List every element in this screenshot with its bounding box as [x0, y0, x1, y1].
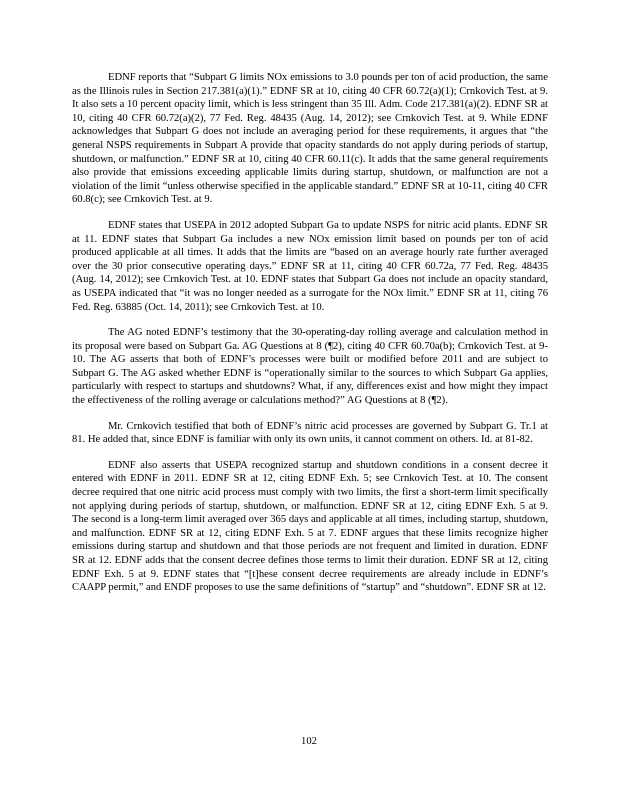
- paragraph-ag-questions: The AG noted EDNF’s testimony that the 30-operating-day rolling average and calculation method in its proposal were based on Subpart Ga. AG Questions at 8 (¶2), citing 40 CFR 60.70a(b); Crnkovich Test. at 9-10. The AG asserts that both of EDNF’s processes were built or modified before 2011 and are subject to Subpart G. The AG asked whether EDNF is “operationally similar to the sources to which Subpart Ga applies, particularly with respect to startups and shutdowns? What, if any, differences exist and how might they impact the effectiveness of the rolling average or calculations method?” AG Questions at 8 (¶2).: [72, 327, 548, 407]
- paragraph-subpart-ga-update: EDNF states that USEPA in 2012 adopted Subpart Ga to update NSPS for nitric acid plants. EDNF SR at 11. EDNF states that Subpart Ga includes a new NOx emission limit based on pounds per ton of acid produced applicable at all times. It adds that the limits are “based on an average hourly rate further averaged over the 30 prior consecutive operating days.” EDNF SR at 11, citing 40 CFR 60.72a, 77 Fed. Reg. 48435 (Aug. 14, 2012); see Crnkovich Test. at 10. EDNF states that Subpart Ga does not include an opacity standard, as USEPA indicated that “it was no longer needed as a surrogate for the NOx limit.” EDNF SR at 11, citing 76 Fed. Reg. 63885 (Oct. 14, 2011); see Crnkovich Test. at 10.: [72, 219, 548, 313]
- paragraph-consent-decree: EDNF also asserts that USEPA recognized startup and shutdown conditions in a consent decree it entered with EDNF in 2011. EDNF SR at 12, citing EDNF Exh. 5; see Crnkovich Test. at 10. The consent decree required that one nitric acid process must comply with two limits, the first a short-term limit specifically not applying during periods of startup, shutdown, or malfunction. EDNF SR at 12, citing EDNF Exh. 5 at 9. The second is a long-term limit averaged over 365 days and applicable at all times, including startup, shutdown, and malfunction. EDNF SR at 12, citing EDNF Exh. 5 at 7. EDNF argues that these limits recognize higher emissions during startup and shutdown and that those periods are not frequent and limited in duration. EDNF SR at 12. EDNF adds that the consent decree defines those terms to limit their duration. EDNF SR at 12, citing EDNF Exh. 5 at 9. EDNF states that “[t]hese consent decree requirements are already include in EDNF’s CAAPP permit,” and ENDF proposes to use the same definitions of “startup” and “shutdown”. EDNF SR at 12.: [72, 459, 548, 594]
- page-number: 102: [301, 736, 317, 747]
- paragraph-subpart-g-limits: EDNF reports that “Subpart G limits NOx emissions to 3.0 pounds per ton of acid production, the same as the Illinois rules in Section 217.381(a)(1).” EDNF SR at 10, citing 40 CFR 60.72(a)(1); Crnkovich Test. at 9. It also sets a 10 percent opacity limit, which is less stringent than 35 Ill. Adm. Code 217.381(a)(2). EDNF SR at 10, citing 40 CFR 60.72(a)(2), 77 Fed. Reg. 48435 (Aug. 14, 2012); see Crnkovich Test. at 9. While EDNF acknowledges that Subpart G does not include an averaging period for these requirements, it argues that “the general NSPS requirements in Subpart A provide that opacity standards do not apply during periods of startup, shutdown, or malfunction.” EDNF SR at 10, citing 40 CFR 60.11(c). It adds that the same general requirements also provide that emissions exceeding applicable limits during startup, shutdown, or malfunction are not a violation of the limit “unless otherwise specified in the applicable standard.” EDNF SR at 10-11, citing 40 CFR 60.8(c); see Crnkovich Test. at 9.: [72, 72, 548, 206]
- document-body: [72, 71, 548, 595]
- paragraph-crnkovich-testimony: Mr. Crnkovich testified that both of EDNF’s nitric acid processes are governed by Subpart G. Tr.1 at 81. He added that, since EDNF is familiar with only its own units, it cannot comment on others. Id. at 81-82.: [72, 420, 548, 446]
